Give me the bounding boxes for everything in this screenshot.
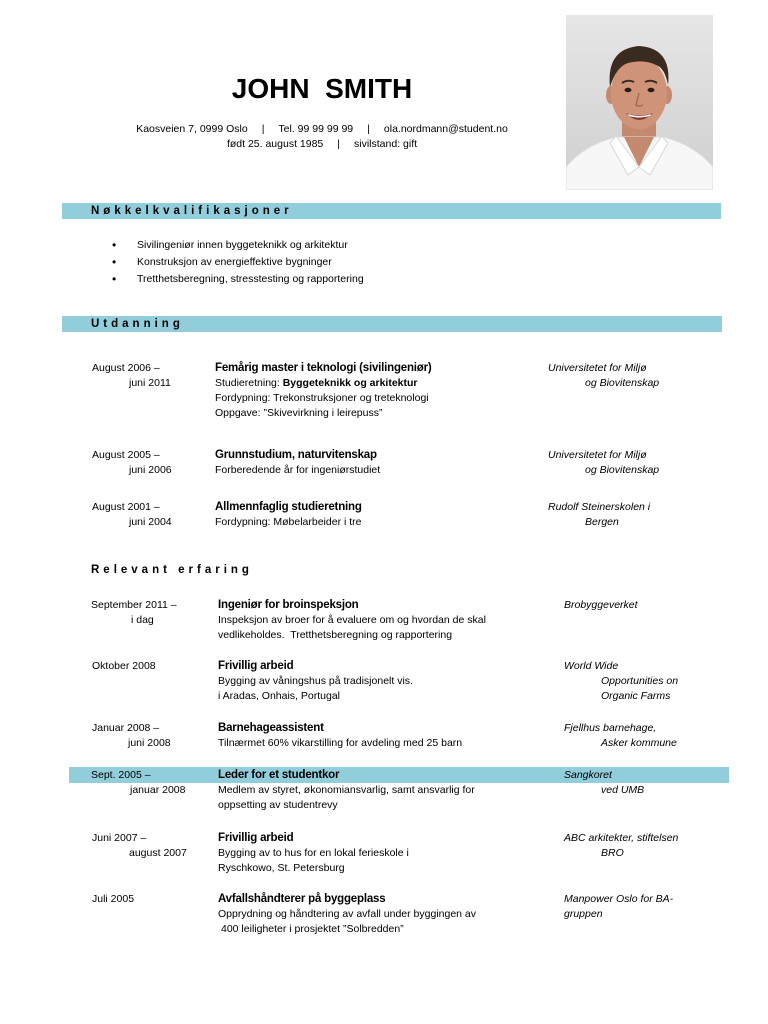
detail-label: Studieretning: bbox=[215, 377, 280, 389]
date-from: September 2011 – bbox=[91, 599, 177, 611]
org-line: Sangkoret bbox=[564, 769, 612, 781]
date-to: i dag bbox=[131, 614, 154, 626]
date-to: august 2007 bbox=[129, 847, 187, 859]
education-entry bbox=[0, 360, 768, 420]
entry-content bbox=[215, 360, 432, 421]
personal-info-line bbox=[0, 137, 644, 152]
org-line: Asker kommune bbox=[601, 737, 677, 749]
entry-detail: Opprydning og håndtering av avfall under byggingen av bbox=[218, 908, 477, 920]
experience-entry bbox=[0, 658, 768, 718]
separator: | bbox=[337, 138, 341, 150]
entry-dates bbox=[92, 720, 171, 751]
org-line: og Biovitenskap bbox=[585, 377, 660, 389]
entry-detail: Ryschkowo, St. Petersburg bbox=[218, 862, 345, 874]
entry-title: Allmennfaglig studieretning bbox=[215, 501, 362, 513]
entry-dates bbox=[92, 891, 134, 907]
entry-dates bbox=[92, 447, 172, 478]
separator: | bbox=[367, 123, 370, 135]
section-title-experience: Relevant erfaring bbox=[91, 564, 253, 576]
separator: | bbox=[261, 123, 265, 135]
entry-detail: Oppgave: ”Skivevirkning i leirepuss” bbox=[215, 407, 383, 419]
date-from: Juni 2007 – bbox=[92, 832, 147, 844]
date-from: Januar 2008 – bbox=[92, 722, 160, 734]
date-from: Oktober 2008 bbox=[92, 660, 156, 672]
entry-title: Barnehageassistent bbox=[218, 722, 324, 734]
contact-line bbox=[0, 122, 644, 137]
entry-organization bbox=[564, 597, 638, 613]
date-to: juni 2011 bbox=[129, 377, 171, 389]
date-from: August 2001 – bbox=[92, 501, 160, 513]
entry-detail: Medlem av styret, økonomiansvarlig, samt ansvarlig for bbox=[218, 784, 475, 796]
entry-title: Avfallshåndterer på byggeplass bbox=[218, 893, 386, 905]
entry-detail: vedlikeholdes. Tretthetsberegning og rapportering bbox=[218, 629, 453, 641]
qualification-text: Konstruksjon av energieffektive bygninger bbox=[137, 256, 332, 268]
org-line: Rudolf Steinerskolen i bbox=[548, 501, 651, 513]
section-title-qualifications: Nøkkelkvalifikasjoner bbox=[91, 205, 293, 217]
entry-organization bbox=[564, 830, 678, 861]
entry-organization bbox=[548, 499, 650, 530]
entry-organization bbox=[564, 891, 673, 922]
entry-organization bbox=[564, 720, 677, 751]
org-line: Universitetet for Miljø bbox=[548, 449, 647, 461]
marital-status: sivilstand: gift bbox=[354, 138, 418, 150]
date-to: januar 2008 bbox=[130, 784, 186, 796]
entry-title: Leder for et studentkor bbox=[218, 769, 340, 781]
org-line: World Wide bbox=[564, 660, 619, 672]
list-item bbox=[112, 271, 364, 288]
entry-organization bbox=[564, 658, 678, 704]
entry-title: Ingeniør for broinspeksjon bbox=[218, 599, 359, 611]
qualifications-list bbox=[112, 237, 364, 288]
entry-title: Frivillig arbeid bbox=[218, 832, 294, 844]
entry-dates bbox=[92, 658, 156, 674]
date-from: Juli 2005 bbox=[92, 893, 135, 905]
experience-entry bbox=[0, 597, 768, 657]
list-item bbox=[112, 254, 364, 271]
list-item bbox=[112, 237, 364, 254]
entry-detail: Inspeksjon av broer for å evaluere om og hvordan de skal bbox=[218, 614, 486, 626]
entry-detail: Tilnærmet 60% vikarstilling for avdeling med 25 barn bbox=[218, 737, 463, 749]
entry-title: Femårig master i teknologi (sivilingeniør) bbox=[215, 362, 432, 374]
entry-content bbox=[215, 447, 380, 478]
date-to: juni 2006 bbox=[129, 464, 172, 476]
date-from: August 2006 – bbox=[92, 362, 160, 374]
org-line: Organic Farms bbox=[601, 690, 671, 702]
entry-dates bbox=[91, 597, 177, 628]
entry-dates bbox=[91, 767, 185, 798]
entry-detail: 400 leiligheter i prosjektet ”Solbredden” bbox=[221, 923, 404, 935]
entry-organization bbox=[548, 360, 659, 391]
date-to: juni 2004 bbox=[129, 516, 172, 528]
date-to: juni 2008 bbox=[128, 737, 171, 749]
entry-detail: Bygging av to hus for en lokal ferieskole i bbox=[218, 847, 409, 859]
entry-title: Grunnstudium, naturvitenskap bbox=[215, 449, 377, 461]
bullet-icon bbox=[112, 237, 116, 255]
entry-content bbox=[218, 597, 486, 643]
entry-detail: Fordypning: Møbelarbeider i tre bbox=[215, 516, 362, 528]
entry-content bbox=[218, 720, 462, 751]
entry-detail: oppsetting av studentrevy bbox=[218, 799, 338, 811]
entry-detail bbox=[215, 376, 432, 391]
entry-detail: Fordypning: Trekonstruksjoner og treteknologi bbox=[215, 392, 429, 404]
birth-date: født 25. august 1985 bbox=[226, 138, 324, 150]
address: Kaosveien 7, 0999 Oslo bbox=[136, 123, 248, 135]
cv-name: JOHN SMITH bbox=[231, 73, 413, 104]
org-line: og Biovitenskap bbox=[585, 464, 660, 476]
org-line: gruppen bbox=[564, 908, 603, 920]
org-line: Brobyggeverket bbox=[564, 599, 638, 611]
qualification-text: Sivilingeniør innen byggeteknikk og arkitektur bbox=[137, 239, 348, 251]
profile-photo bbox=[566, 15, 713, 190]
entry-title: Frivillig arbeid bbox=[218, 660, 294, 672]
date-from: August 2005 – bbox=[92, 449, 160, 461]
experience-entry bbox=[0, 830, 768, 890]
section-title-education: Utdanning bbox=[91, 318, 184, 330]
org-line: ved UMB bbox=[601, 784, 645, 796]
org-line: Fjellhus barnehage, bbox=[564, 722, 657, 734]
bullet-icon bbox=[112, 254, 116, 272]
entry-detail: Forberedende år for ingeniørstudiet bbox=[215, 464, 381, 476]
section-bar-qualifications bbox=[62, 203, 721, 219]
entry-dates bbox=[92, 360, 171, 391]
org-line: ABC arkitekter, stiftelsen bbox=[564, 832, 679, 844]
entry-content bbox=[218, 891, 476, 937]
org-line: Manpower Oslo for BA- bbox=[564, 893, 674, 905]
section-bar-education bbox=[62, 316, 722, 332]
org-line: Opportunities on bbox=[601, 675, 679, 687]
education-entry bbox=[0, 499, 768, 559]
org-line: Bergen bbox=[585, 516, 619, 528]
org-line: Universitetet for Miljø bbox=[548, 362, 647, 374]
education-entry bbox=[0, 447, 768, 507]
experience-entry bbox=[0, 891, 768, 951]
email: ola.nordmann@student.no bbox=[383, 123, 508, 135]
detail-value: Byggeteknikk og arkitektur bbox=[282, 377, 418, 389]
experience-entry bbox=[0, 767, 768, 827]
date-from: Sept. 2005 – bbox=[91, 769, 151, 781]
entry-detail: i Aradas, Onhais, Portugal bbox=[218, 690, 340, 702]
profile-photo-image bbox=[566, 15, 713, 190]
entry-organization bbox=[548, 447, 659, 478]
entry-content bbox=[218, 767, 475, 813]
org-line: BRO bbox=[601, 847, 624, 859]
entry-detail: Bygging av våningshus på tradisjonelt vis. bbox=[218, 675, 413, 687]
entry-content bbox=[218, 658, 413, 704]
entry-content bbox=[218, 830, 409, 876]
qualification-text: Tretthetsberegning, stresstesting og rapportering bbox=[137, 273, 364, 285]
entry-organization bbox=[564, 767, 644, 798]
entry-dates bbox=[92, 499, 172, 530]
entry-content bbox=[215, 499, 362, 530]
phone: Tel. 99 99 99 99 bbox=[278, 123, 354, 135]
entry-dates bbox=[92, 830, 187, 861]
bullet-icon bbox=[112, 271, 116, 289]
